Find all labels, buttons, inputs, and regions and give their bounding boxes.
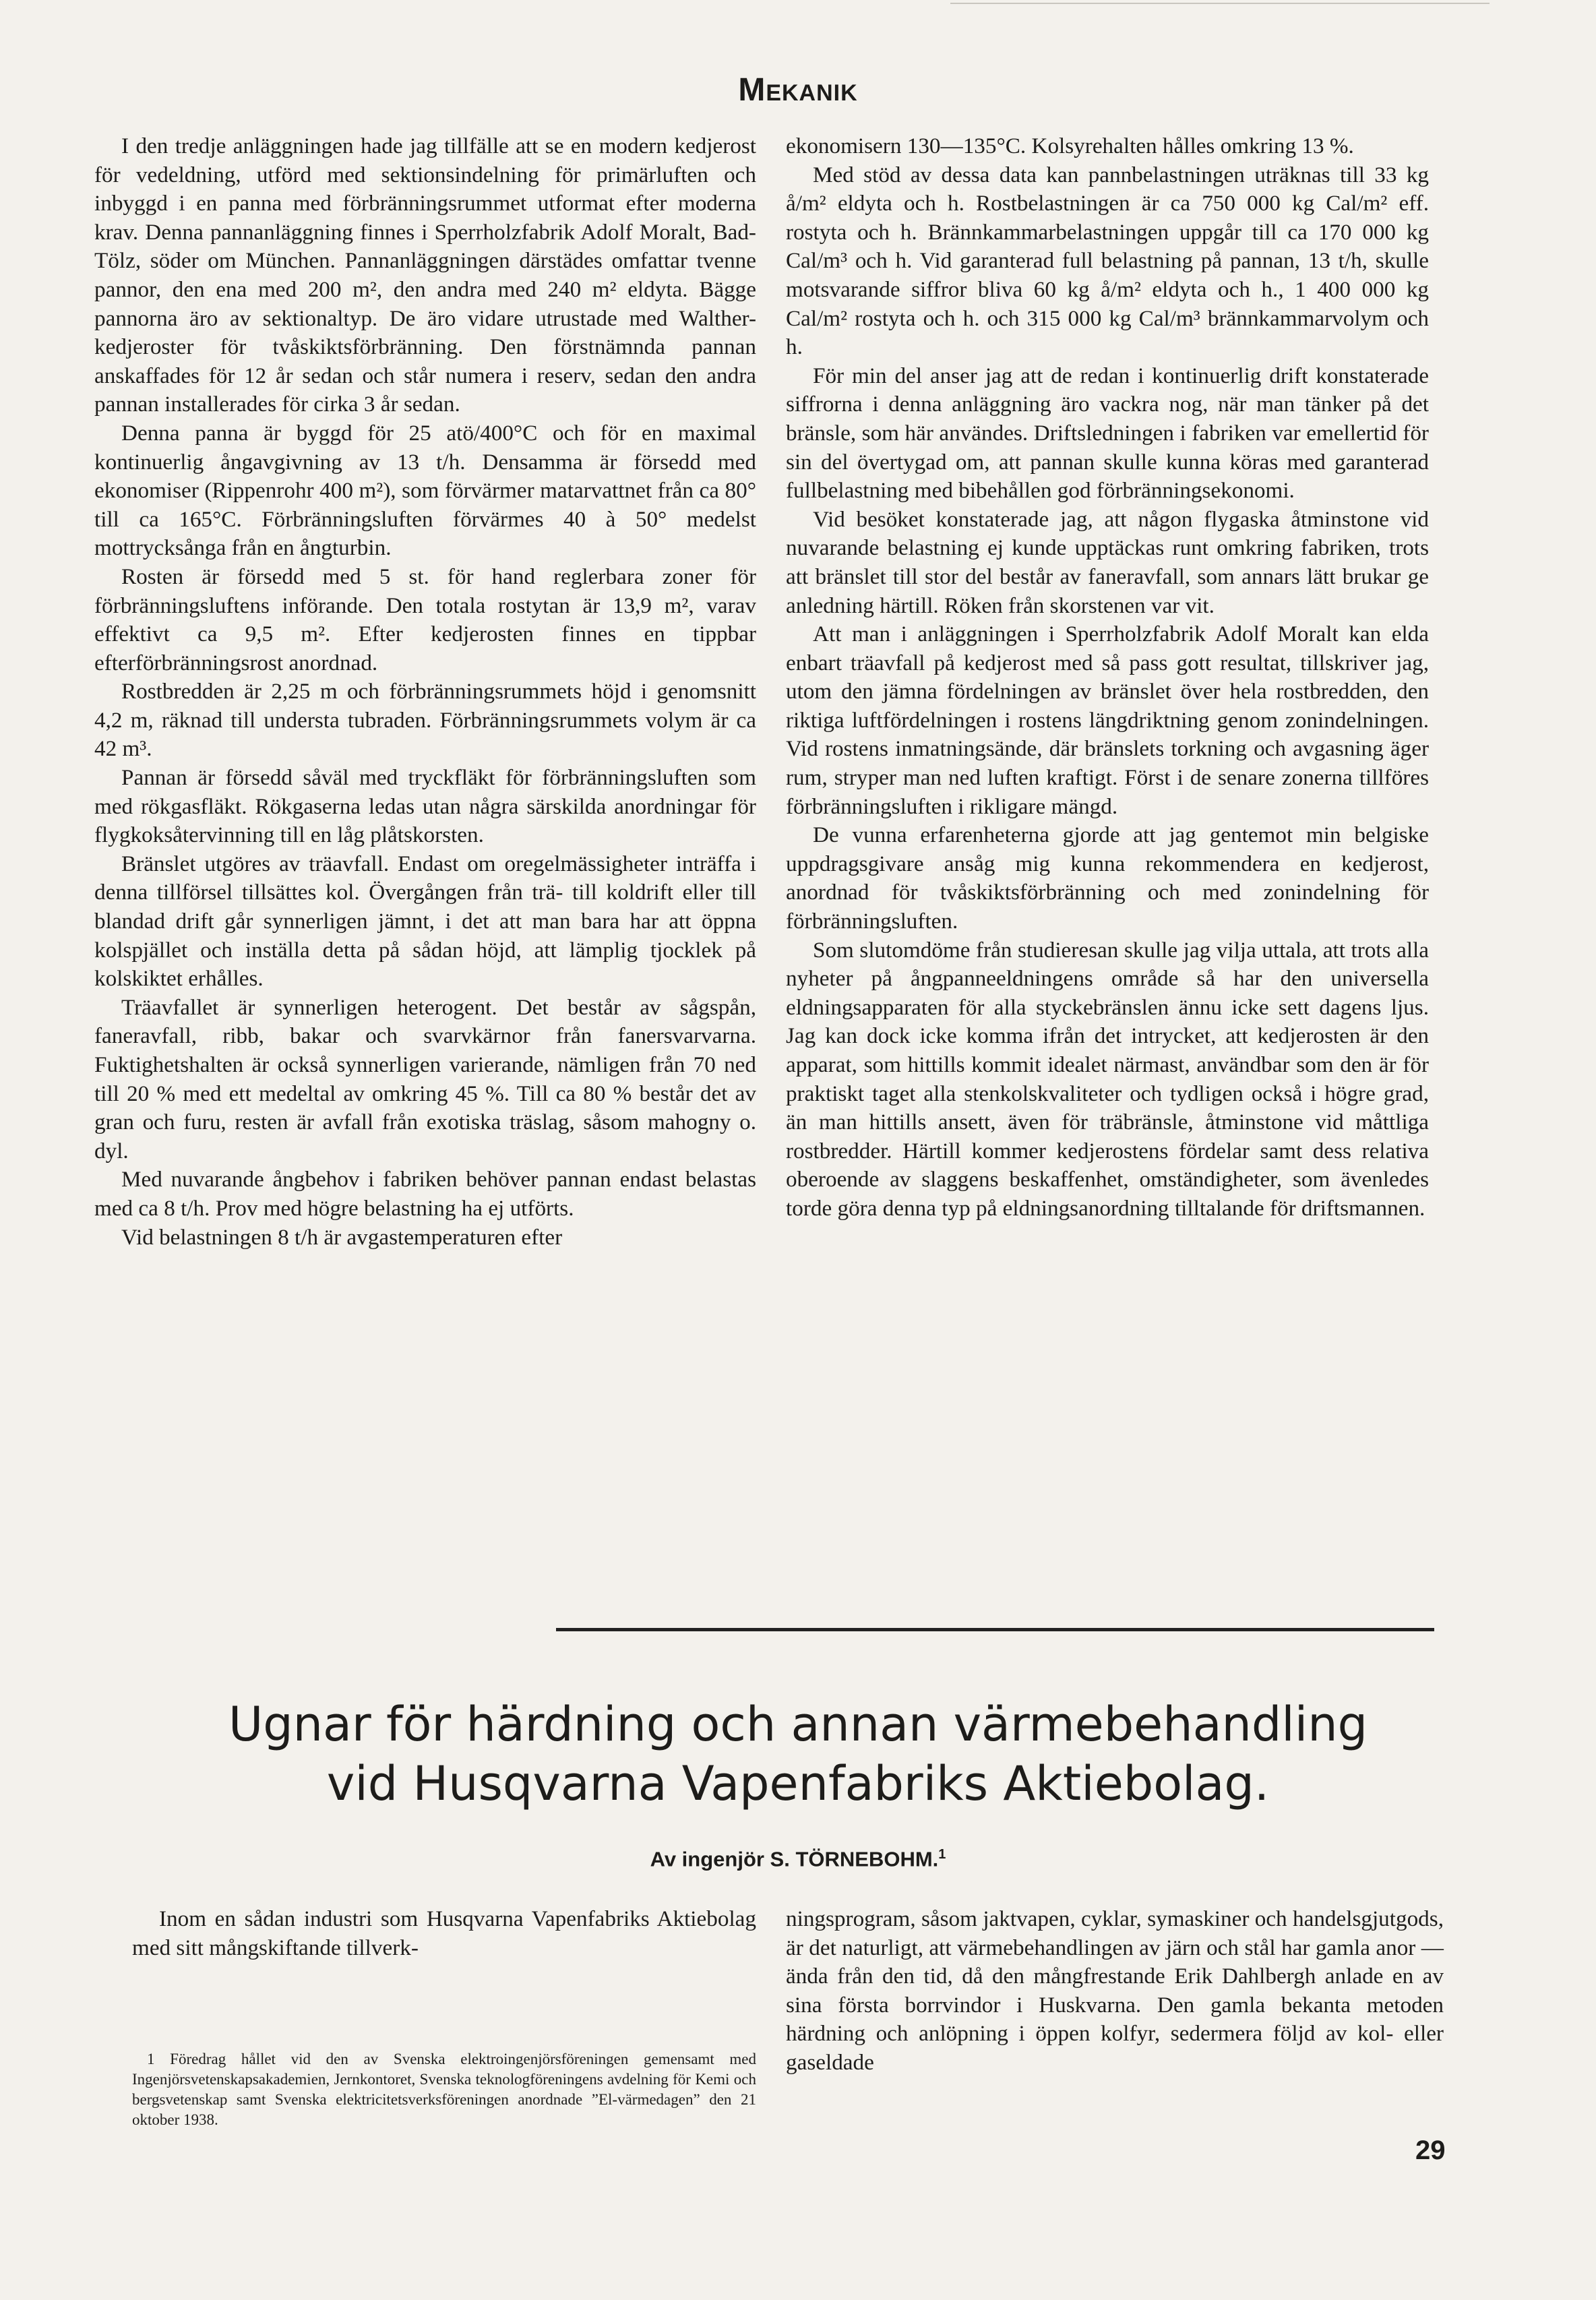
paragraph: Med nuvarande ångbehov i fabriken behöver pannan endast belastas med ca 8 t/h. Prov med högre belastning ha ej utförts. [94, 1167, 756, 1221]
paragraph: Träavfallet är synnerligen heterogent. Det består av sågspån, faneravfall, ribb, bakar och svarvkärnor från fanersvarvarna. Fuktighetshalten är också synnerligen varierande, nämligen från 70 ned till 20 % med ett medeltal av omkring 45 %. Till ca 80 % består det av gran och furu, resten är avfall från exotiska träslag, såsom mahogny o. dyl. [94, 994, 756, 1163]
paragraph: Bränslet utgöres av träavfall. Endast om oregelmässigheter inträffa i denna tillförsel tillsättes kol. Övergången från trä- till koldrift eller till blandad drift går synnerligen jämnt, i det att man bara har att öppna kolspjället och inställa detta på sådan höjd, att lämplig tjocklek på kolskiktet erhålles. [94, 851, 756, 992]
article-title-line: Ugnar för härdning och annan värmebehandling [228, 1697, 1368, 1752]
paragraph-continued: ekonomisern 130—135°C. Kolsyrehalten hålles omkring 13 %. [786, 133, 1354, 158]
paragraph: Inom en sådan industri som Husqvarna Vapenfabriks Aktiebolag med sitt mångskiftande tillverk- [132, 1906, 756, 1960]
page-number: 29 [1415, 2136, 1446, 2165]
footnote [132, 2049, 756, 2130]
footnote-marker: 1 [938, 1847, 946, 1862]
paragraph: Med stöd av dessa data kan pannbelastningen uträknas till 33 kg å/m² eldyta och h. Rostbelastningen är ca 750 000 kg Cal/m² eff. rostyta och h. Brännkammarbelastningen uppgår till ca 170 000 kg Cal/m³ och h. Vid garanterad full belastning på pannan, 13 t/h, skulle motsvarande siffror bliva 60 kg å/m² eldyta och h., 1 400 000 kg Cal/m² rostyta och h. och 315 000 kg Cal/m³ brännkammarvolym och h. [786, 162, 1429, 360]
paragraph: De vunna erfarenheterna gjorde att jag gentemot min belgiske uppdragsgivare ansåg mig kunna rekommendera en kedjerost, anordnad för tvåskiktsförbränning och med zonindelning för förbränningsluften. [786, 822, 1429, 934]
article-divider-rule [556, 1628, 1434, 1631]
footnote-text: 1 Föredrag hållet vid den av Svenska elektroingenjörsföreningen gemensamt med Ingenjörsvetenskapsakademien, Jernkontoret, Svenska teknologföreningens avdelning för Kemi och bergsvetenskap samt Svenska elektricitetsverksföreningen anordnade ”El-värmedagen” den 21 oktober 1938. [132, 2051, 756, 2128]
article1-column-left [94, 132, 756, 1252]
paragraph: För min del anser jag att de redan i kontinuerlig drift konstaterade siffrorna i denna anläggning äro vackra nog, när man tänker på det bränsle, som här användes. Driftsledningen i fabriken var emellertid för sin del övertygad om, att pannan skulle kunna köras med garanterad fullbelastning med bibehållen god förbränningsekonomi. [786, 363, 1429, 504]
paragraph: Som slutomdöme från studieresan skulle jag vilja uttala, att trots alla nyheter på ångpanneeldningens område så har den universella eldningsapparaten för alla styckebränslen ännu icke sett dagens ljus. Jag kan dock icke komma ifrån det intrycket, att kedjerosten är den apparat, som hittills kommit idealet närmast, användbar som den är för praktiskt taget alla stenkolskvaliteter och tydligen också i högre grad, än man hittills ansett, även för träbränsle, åtminstone vid måttliga rostbredder. Härtill kommer kedjerostens fördelar samt dess relativa oberoende av slaggens beskaffenhet, omständigheter, som ävenledes torde göra denna typ på eldningsanordning tilltalande för driftsmannen. [786, 937, 1429, 1221]
paragraph: Att man i anläggningen i Sperrholzfabrik Adolf Moralt kan elda enbart träavfall på kedjerost med så pass gott resultat, tillskriver jag, utom den jämna fördelningen av bränslet över hela rostbredden, den riktiga luftfördelningen i rostens längdriktning genom zonindelningen. Vid rostens inmatningsände, där bränslets torkning och avgasning äger rum, stryper man ned luften kraftigt. Först i de senare zonerna tillföres förbränningsluften i rikligare mängd. [786, 622, 1429, 819]
paragraph: Denna panna är byggd för 25 atö/400°C och för en maximal kontinuerlig ångavgivning av 13 t/h. Densamma är försedd med ekonomiser (Rippenrohr 400 m²), som förvärmer matarvattnet från ca 80° till ca 165°C. Förbränningsluften förvärmes 40 à 50° medelst mottrycksånga från en ångturbin. [94, 420, 756, 561]
article-byline [0, 1847, 1596, 1871]
paragraph: Vid belastningen 8 t/h är avgastemperaturen efter [121, 1224, 563, 1250]
paragraph: Rostbredden är 2,25 m och förbränningsrummets höjd i genomsnitt 4,2 m, räknad till understa tubraden. Förbränningsrummets volym är ca 42 m³. [94, 679, 756, 762]
article-title [0, 1695, 1596, 1813]
paragraph: I den tredje anläggningen hade jag tillfälle att se en modern kedjerost för vedeldning, utförd med sektionsindelning för primärluften och inbyggd i en panna med förbränningsrummet utformat efter moderna krav. Denna pannanläggning finnes i Sperrholzfabrik Adolf Moralt, Bad-Tölz, söder om München. Pannanläggningen därstädes omfattar tvenne pannor, den ena med 200 m², den andra med 240 m² eldyta. Bägge pannorna äro av sektionaltyp. De äro vidare utrustade med Walther-kedjeroster för tvåskiktsförbränning. Den förstnämnda pannan anskaffades för 12 år sedan och står numera i reserv, sedan den andra pannan installerades för cirka 3 år sedan. [94, 133, 756, 417]
article-title-line: vid Husqvarna Vapenfabriks Aktiebolag. [326, 1756, 1270, 1811]
article1-column-right [786, 132, 1429, 1223]
article2-column-left [132, 1905, 756, 1962]
article2-column-right [786, 1905, 1444, 2078]
paragraph: Vid besöket konstaterade jag, att någon flygaska åtminstone vid nuvarande belastning ej kunde upptäckas runt omkring fabriken, trots att bränslet till stor del består av faneravfall, som annars lätt brukar ge anledning härtill. Röken från skorstenen var vit. [786, 506, 1429, 618]
section-header: Mekanik [738, 72, 858, 108]
paragraph: Pannan är försedd såväl med tryckfläkt för förbränningsluften som med rökgasfläkt. Rökgaserna ledas utan några särskilda anordningar för flygkoksåtervinning till en låg plåtskorsten. [94, 765, 756, 848]
paragraph: Rosten är försedd med 5 st. för hand reglerbara zoner för förbränningsluftens införande. Den totala rostytan är 13,9 m², varav effektivt ca 9,5 m². Efter kedjerosten finnes en tippbar efterförbränningsrost anordnad. [94, 564, 756, 675]
paragraph-continued: ningsprogram, såsom jaktvapen, cyklar, symaskiner och handelsgjutgods, är det naturligt, att värmebehandlingen av järn och stål har gamla anor — ända från den tid, då den mångfrestande Erik Dahlbergh anlade en av sina första borrvindor i Huskvarna. Den gamla bekanta metoden härdning och anlöpning i öppen kolfyr, sedermera följd av kol- eller gaseldade [786, 1906, 1444, 2075]
top-edge-line [950, 3, 1490, 4]
byline-text: Av ingenjör S. TÖRNEBOHM. [650, 1847, 939, 1871]
